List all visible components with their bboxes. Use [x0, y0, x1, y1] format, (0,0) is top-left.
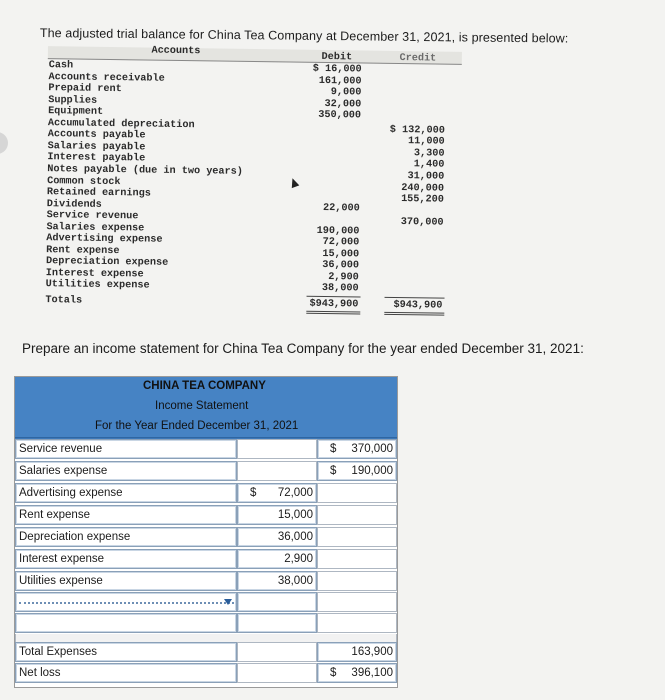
tb-account-name: Utilities expense [45, 279, 150, 292]
total-value: 370,000 [351, 443, 393, 455]
tb-debit-value: 22,000 [323, 202, 360, 215]
blank-account-input[interactable] [15, 613, 237, 633]
blank-row [15, 613, 397, 634]
tb-credit-value: 370,000 [400, 217, 444, 229]
tb-account-name: Service revenue [46, 210, 139, 223]
amount-input[interactable] [237, 483, 317, 503]
intro-text: The adjusted trial balance for China Tea Company at December 31, 2021, is presented below: [39, 26, 569, 46]
tb-account-name: Accounts receivable [48, 71, 165, 85]
amount-input[interactable] [237, 571, 317, 591]
tb-credit-value: 1,400 [413, 159, 445, 172]
header-line-1 [15, 377, 397, 398]
total-input[interactable] [317, 461, 397, 481]
account-select[interactable] [15, 461, 237, 481]
company-name: CHINA TEA COMPANY [143, 380, 266, 392]
tb-debit-value: 2,900 [328, 271, 359, 284]
tb-account-name: Interest expense [45, 267, 144, 281]
tb-account-name: Retained earnings [46, 187, 151, 200]
tb-account-name: Accumulated depreciation [47, 117, 195, 131]
blank-dropdown-row [15, 592, 397, 613]
total-value: 190,000 [351, 465, 393, 477]
header-line-2 [15, 397, 397, 418]
statement-row [15, 527, 397, 548]
amount-input[interactable] [237, 527, 317, 547]
amount-input [237, 461, 317, 481]
statement-row [15, 549, 397, 570]
tb-debit-value: 350,000 [318, 110, 362, 122]
total-expenses-input[interactable] [317, 642, 397, 662]
total-input [317, 505, 397, 525]
net-loss-mid-cell [237, 663, 317, 683]
total-input [317, 527, 397, 547]
credit-header: Credit [399, 53, 437, 65]
total-input [317, 571, 397, 591]
trial-balance [36, 46, 480, 317]
tb-credit-value: 3,300 [413, 148, 445, 160]
amount-input[interactable] [237, 549, 317, 569]
amount-input [237, 439, 317, 459]
tb-debit-value: 161,000 [318, 75, 362, 88]
tb-debit-value: 36,000 [322, 260, 360, 272]
amount-value: 15,000 [277, 509, 313, 521]
tb-account-name: Rent expense [46, 244, 120, 257]
net-loss-dollar: $ [330, 667, 337, 679]
total-input [317, 549, 397, 569]
credit-double-underline [384, 312, 444, 316]
account-select[interactable] [15, 549, 237, 569]
net-loss-label: Net loss [19, 667, 61, 679]
tb-account-name: Notes payable (due in two years) [47, 164, 243, 178]
tb-account-name: Prepaid rent [48, 83, 122, 96]
total-expenses-label-cell[interactable] [15, 642, 237, 662]
net-loss-row [15, 663, 397, 684]
statement-header [15, 377, 397, 439]
debit-underline [307, 296, 361, 298]
blank-total-cell [317, 592, 397, 612]
blank-total-cell-2 [317, 613, 397, 633]
account-label: Depreciation expense [19, 531, 131, 543]
statement-period: For the Year Ended December 31, 2021 [95, 420, 299, 432]
account-label: Advertising expense [19, 487, 123, 499]
tb-account-name: Equipment [48, 106, 104, 119]
net-loss-input[interactable] [317, 663, 397, 683]
net-loss-label-cell[interactable] [15, 663, 237, 683]
statement-row [15, 505, 397, 526]
account-select[interactable] [15, 527, 237, 547]
amount-input[interactable] [237, 505, 317, 525]
net-loss-value: 396,100 [351, 667, 393, 679]
amount-value: 2,900 [284, 553, 313, 565]
total-expenses-row [15, 642, 397, 663]
tb-account-name: Accounts payable [47, 129, 146, 142]
total-input [317, 483, 397, 503]
tb-account-name: Salaries payable [47, 140, 146, 154]
total-expenses-mid-cell [237, 642, 317, 662]
tb-totals-debit: $943,900 [309, 298, 359, 311]
tb-account-name: Salaries expense [46, 221, 145, 235]
tb-debit-value: 190,000 [316, 225, 360, 238]
credit-underline [385, 297, 445, 299]
account-select[interactable] [15, 439, 237, 459]
statement-row [15, 571, 397, 592]
side-tab[interactable] [0, 132, 8, 154]
income-statement [14, 376, 398, 688]
statement-row [15, 483, 397, 504]
account-select[interactable] [15, 571, 237, 591]
total-expenses-label: Total Expenses [19, 646, 97, 658]
tb-credit-value: 155,200 [401, 194, 444, 206]
tb-account-name: Dividends [46, 198, 102, 211]
prompt-text: Prepare an income statement for China Tea Company for the year ended December 31, 2021: [22, 341, 584, 356]
statement-title: Income Statement [155, 400, 249, 412]
tb-account-name: Depreciation expense [45, 256, 169, 270]
spacer [15, 634, 397, 642]
tb-debit-value: 38,000 [321, 283, 359, 295]
blank-amount-input[interactable] [237, 592, 317, 612]
tb-debit-value: 15,000 [322, 248, 360, 261]
debit-header: Debit [321, 51, 353, 64]
tb-debit-value: 32,000 [324, 98, 362, 111]
amount-value: 72,000 [277, 487, 313, 499]
account-label: Interest expense [19, 553, 105, 565]
account-select[interactable] [15, 505, 237, 525]
tb-account-name: Interest payable [47, 152, 146, 165]
tb-account-name: Supplies [48, 94, 98, 107]
tb-account-name: Advertising expense [46, 233, 163, 246]
blank-amount-input-2[interactable] [237, 613, 317, 633]
total-expenses-value: 163,900 [351, 646, 393, 658]
total-dollar: $ [330, 465, 337, 477]
amount-dollar: $ [250, 487, 257, 499]
amount-value: 38,000 [277, 575, 313, 587]
statement-row [15, 461, 397, 482]
tb-credit-value: 240,000 [401, 182, 445, 195]
tb-debit-value: 72,000 [322, 237, 360, 249]
total-dollar: $ [330, 443, 337, 455]
blank-account-select[interactable] [15, 592, 237, 612]
tb-debit-value: $ 16,000 [312, 63, 362, 76]
total-input[interactable] [317, 439, 397, 459]
dropdown-arrow-icon [224, 599, 232, 605]
tb-totals-credit: $943,900 [393, 299, 443, 312]
statement-row [15, 439, 397, 460]
dotted-placeholder [19, 602, 234, 604]
debit-double-underline [306, 311, 360, 315]
tb-credit-value: 11,000 [407, 136, 445, 148]
account-label: Service revenue [19, 443, 103, 455]
accounts-header: Accounts [151, 45, 201, 58]
tb-credit-value: 31,000 [407, 171, 445, 183]
tb-account-name: Cash [48, 60, 74, 72]
tb-totals-label: Totals [45, 295, 83, 307]
account-label: Utilities expense [19, 575, 103, 587]
account-label: Salaries expense [19, 465, 108, 477]
tb-account-name: Common stock [47, 175, 121, 188]
header-line-3 [15, 417, 397, 438]
amount-value: 36,000 [277, 531, 313, 543]
account-select[interactable] [15, 483, 237, 503]
tb-credit-value: $ 132,000 [389, 124, 445, 137]
account-label: Rent expense [19, 509, 90, 521]
tb-debit-value: 9,000 [330, 87, 362, 99]
